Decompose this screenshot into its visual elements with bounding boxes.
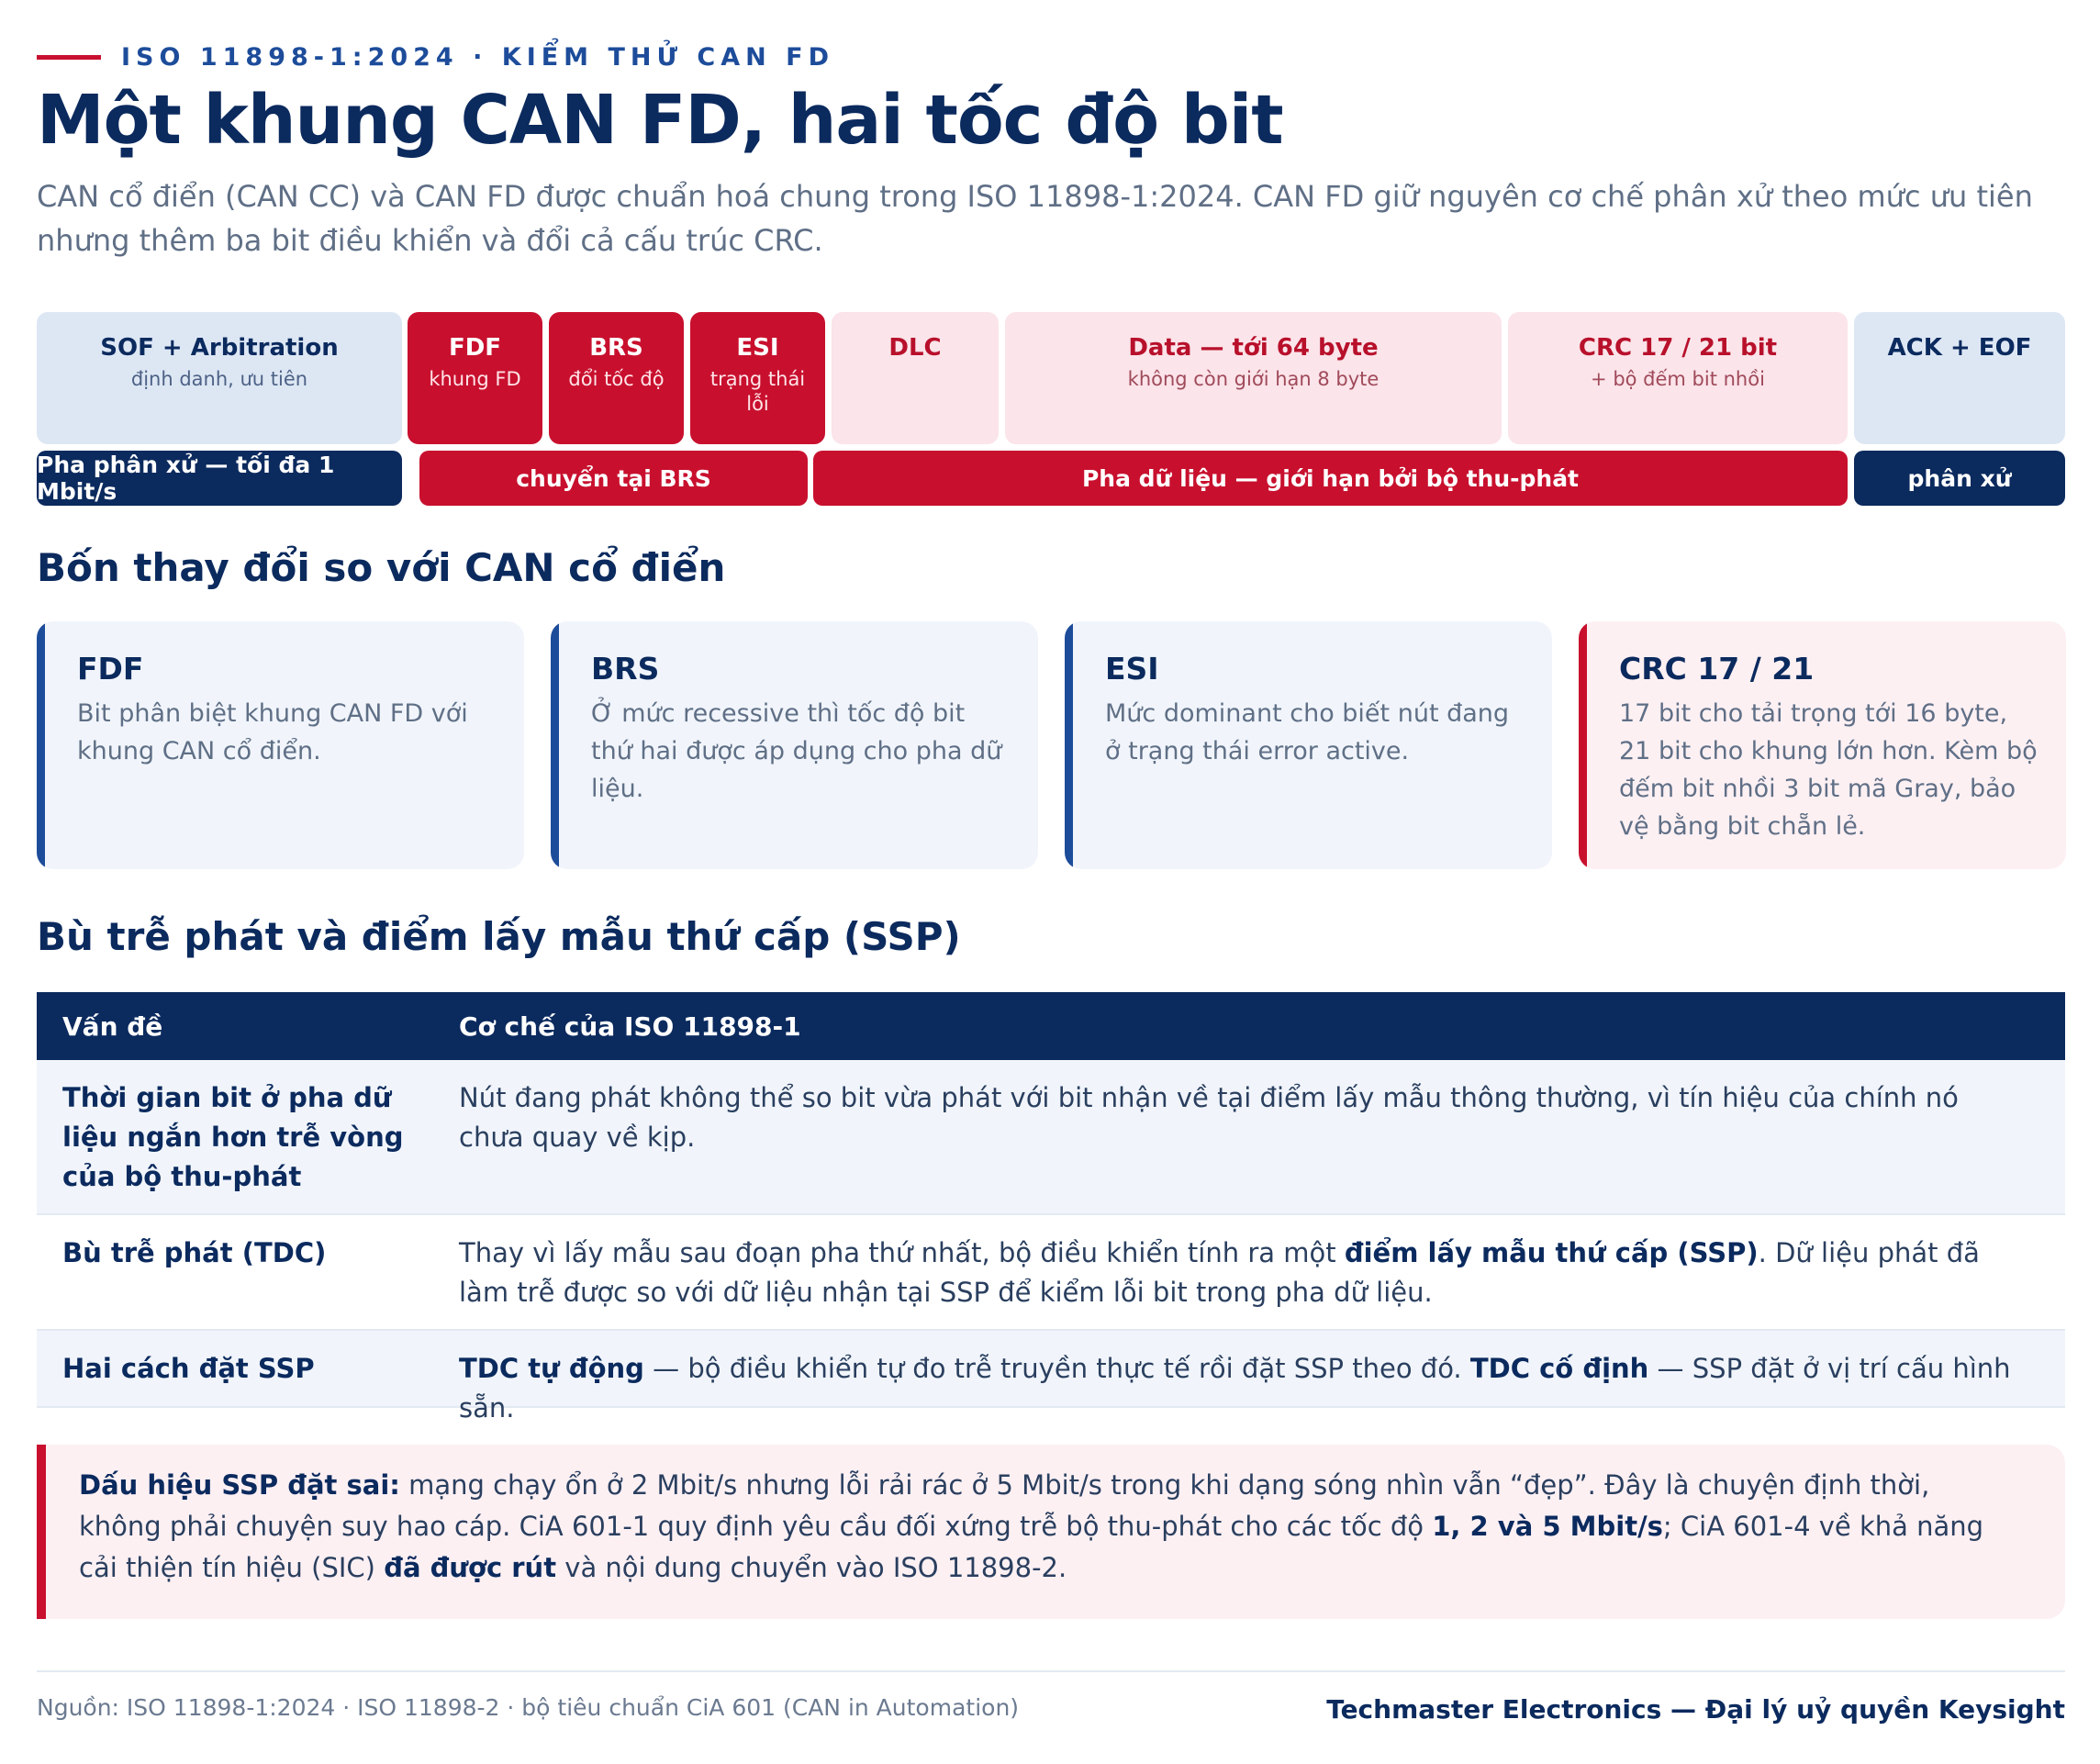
row-issue: Bù trễ phát (TDC)	[62, 1237, 327, 1268]
intro-paragraph: CAN cổ điển (CAN CC) và CAN FD được chuẩn hoá chung trong ISO 11898-1:2024. CAN FD giữ nguyên cơ chế phân xử theo mức ưu tiên nhưng thêm ba bit điều khiển và đổi cả cấu trúc CRC.	[37, 179, 2033, 258]
row-issue: Hai cách đặt SSP	[62, 1353, 315, 1384]
phase-arbitration: Pha phân xử — tối đa 1 Mbit/s	[37, 451, 402, 506]
footer-divider	[37, 1670, 2065, 1672]
row-issue: Thời gian bit ở pha dữ liệu ngắn hơn trễ vòng của bộ thu-phát	[62, 1082, 404, 1192]
callout-lead: Dấu hiệu SSP đặt sai:	[79, 1469, 400, 1501]
frame-field-dlc	[832, 312, 999, 444]
table-header	[37, 992, 2065, 1060]
footer-source: Nguồn: ISO 11898-1:2024 · ISO 11898-2 · bộ tiêu chuẩn CiA 601 (CAN in Automation)	[37, 1694, 1020, 1721]
row-text: Thay vì lấy mẫu sau đoạn pha thứ nhất, bộ điều khiển tính ra một	[459, 1237, 1345, 1268]
frame-field-name: ESI	[736, 334, 779, 362]
phase-switch-brs: chuyển tại BRS	[419, 451, 808, 506]
callout-text: và nội dung chuyển vào ISO 11898-2.	[556, 1552, 1067, 1583]
row-text: . Dữ liệu phát đã làm trễ được so với dữ liệu nhận tại SSP để kiểm lỗi bit trong pha dữ liệu.	[459, 1237, 1980, 1308]
frame-field-sub: không còn giới hạn 8 byte	[1127, 368, 1380, 390]
frame-field-name: DLC	[888, 334, 942, 362]
warning-callout	[37, 1445, 2065, 1619]
card-body: Mức dominant cho biết nút đang ở trạng thái error active.	[1105, 699, 1510, 765]
frame-field-name: Data — tới 64 byte	[1128, 334, 1379, 362]
callout-text: ; CiA 601-4 về khả năng cải thiện tín hiệu (SIC)	[79, 1511, 1984, 1583]
change-card-crc	[1579, 621, 2066, 869]
frame-field-data	[1005, 312, 1502, 444]
phase-arbitration-end: phân xử	[1854, 451, 2065, 506]
change-card-esi	[1065, 621, 1552, 869]
change-card-fdf	[37, 621, 524, 869]
callout-text: mạng chạy ổn ở 2 Mbit/s nhưng lỗi rải rác ở 5 Mbit/s trong khi dạng sóng nhìn vẫn “đẹp”. Đây là chuyện định thời, không phải chuyện suy hao cáp. CiA 601-1 quy định yêu cầu đối xứng trễ bộ thu-phát cho các tốc độ	[79, 1469, 1930, 1542]
change-card-brs	[551, 621, 1038, 869]
eyebrow-accent-rule	[37, 55, 101, 60]
eyebrow	[37, 40, 834, 73]
frame-field-esi	[690, 312, 825, 444]
row-mechanism	[459, 1234, 2065, 1329]
table-row	[37, 1060, 2065, 1215]
column-header-mechanism: Cơ chế của ISO 11898-1	[459, 1010, 801, 1042]
card-title: CRC 17 / 21	[1619, 651, 1815, 687]
frame-field-fdf	[408, 312, 542, 444]
frame-field-sof-arbitration	[37, 312, 402, 444]
column-header-issue: Vấn đề	[62, 1010, 163, 1042]
frame-field-name: ACK + EOF	[1887, 334, 2032, 362]
frame-field-brs	[549, 312, 684, 444]
frame-field-sub: + bộ đếm bit nhồi	[1591, 368, 1765, 390]
eyebrow-text: ISO 11898-1:2024 · KIỂM THỬ CAN FD	[121, 42, 834, 72]
row-mechanism	[459, 1349, 2065, 1423]
frame-field-name: CRC 17 / 21 bit	[1578, 334, 1778, 362]
phase-data: Pha dữ liệu — giới hạn bởi bộ thu-phát	[813, 451, 1848, 506]
card-body: Ở mức recessive thì tốc độ bit thứ hai được áp dụng cho pha dữ liệu.	[591, 699, 1002, 803]
frame-field-ack-eof	[1854, 312, 2065, 444]
row-emphasis: TDC cố định	[1469, 1353, 1649, 1384]
row-text: — SSP đặt ở vị trí cấu hình sẵn.	[459, 1353, 2011, 1423]
card-body: 17 bit cho tải trọng tới 16 byte, 21 bit cho khung lớn hơn. Kèm bộ đếm bit nhồi 3 bit mã Gray, bảo vệ bằng bit chẵn lẻ.	[1619, 699, 2038, 841]
row-mechanism: Nút đang phát không thể so bit vừa phát với bit nhận về tại điểm lấy mẫu thông thường, vì tín hiệu của chính nó chưa quay về kịp.	[459, 1082, 1959, 1153]
table-row	[37, 1215, 2065, 1331]
callout-emphasis: đã được rút	[384, 1552, 557, 1583]
frame-field-crc	[1508, 312, 1848, 444]
card-body: Bit phân biệt khung CAN FD với khung CAN cổ điển.	[77, 699, 468, 765]
changes-heading: Bốn thay đổi so với CAN cổ điển	[37, 545, 726, 590]
frame-field-sub: trạng thái lỗi	[709, 368, 806, 415]
frame-field-sub: định danh, ưu tiên	[130, 368, 308, 390]
frame-field-sub: khung FD	[429, 368, 521, 390]
table-row	[37, 1331, 2065, 1423]
card-title: ESI	[1105, 651, 1159, 687]
frame-field-name: FDF	[448, 334, 502, 362]
footer-brand: Techmaster Electronics — Đại lý uỷ quyền Keysight	[1326, 1694, 2065, 1725]
frame-field-sub: đổi tốc độ	[568, 368, 665, 390]
tdc-heading: Bù trễ phát và điểm lấy mẫu thứ cấp (SSP)	[37, 914, 961, 959]
row-emphasis: TDC tự động	[459, 1353, 644, 1384]
callout-emphasis: 1, 2 và 5 Mbit/s	[1432, 1511, 1663, 1542]
page-title: Một khung CAN FD, hai tốc độ bit	[37, 81, 1283, 160]
tdc-table	[37, 992, 2065, 1423]
frame-field-name: SOF + Arbitration	[100, 334, 339, 362]
frame-field-name: BRS	[589, 334, 643, 362]
row-text: — bộ điều khiển tự đo trễ truyền thực tế rồi đặt SSP theo đó.	[643, 1353, 1470, 1384]
row-emphasis: điểm lấy mẫu thứ cấp (SSP)	[1344, 1237, 1759, 1268]
card-title: BRS	[591, 651, 660, 687]
card-title: FDF	[77, 651, 144, 687]
